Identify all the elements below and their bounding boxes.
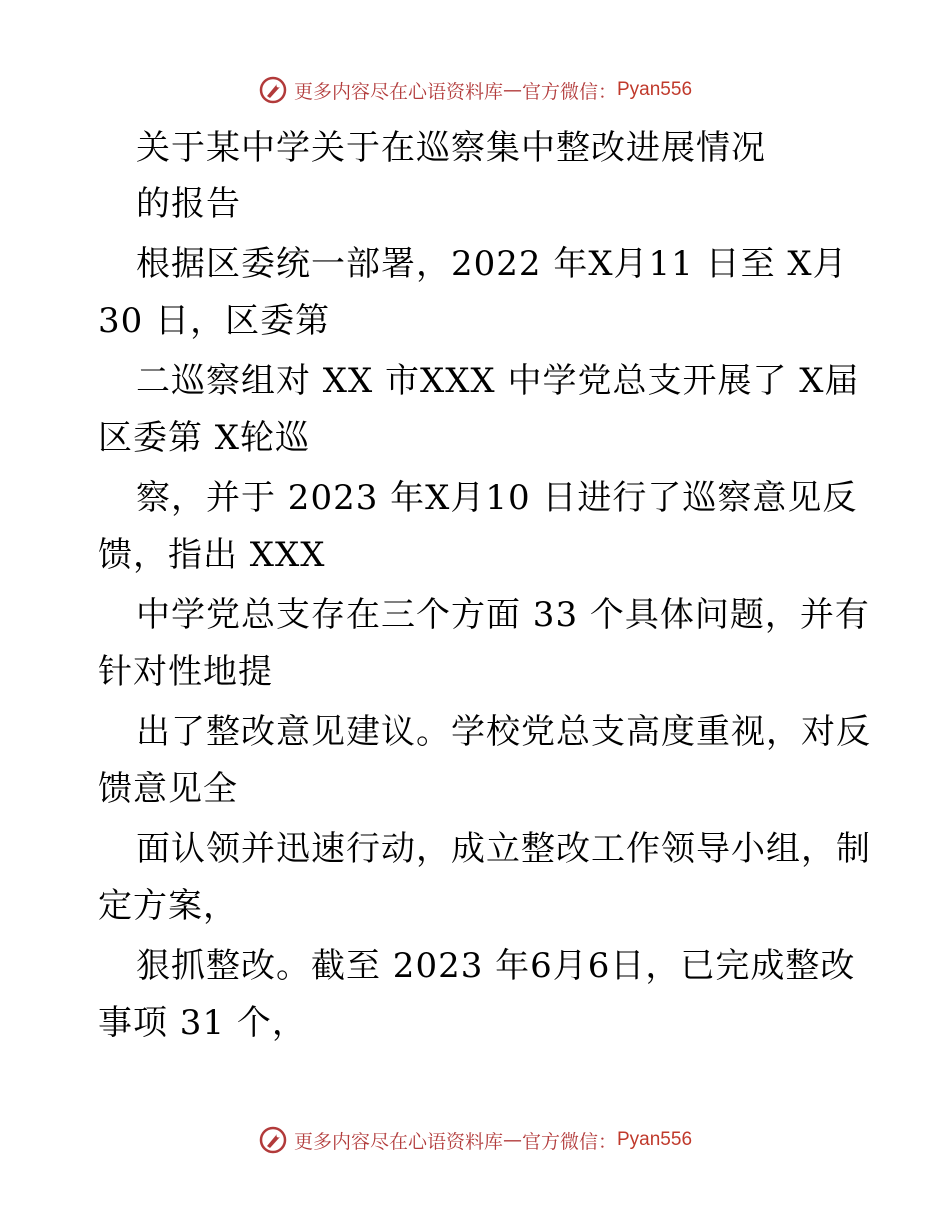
paragraph-line: 事项 31 个， bbox=[98, 1003, 307, 1043]
paragraph-line: 定方案， bbox=[98, 886, 238, 926]
header-banner bbox=[0, 70, 950, 110]
pen-nib-logo-icon bbox=[258, 75, 288, 105]
paragraph-line: 区委第 X轮巡 bbox=[98, 418, 311, 458]
paragraph-line: 狠抓整改。截至 2023 年6月6日，已完成整改 bbox=[136, 946, 856, 986]
title-line-1: 关于某中学关于在巡察集中整改进展情况 bbox=[136, 128, 766, 168]
paragraph-line: 中学党总支存在三个方面 33 个具体问题，并有 bbox=[136, 595, 870, 635]
title-line-2: 的报告 bbox=[136, 184, 241, 224]
banner-dash: — bbox=[502, 79, 522, 101]
paragraph-line: 察，并于 2023 年X月10 日进行了巡察意见反 bbox=[136, 478, 858, 518]
banner-text: 更多内容尽在心语资料库 bbox=[293, 80, 503, 103]
paragraph-line: 馈，指出 XXX bbox=[98, 535, 326, 575]
banner-wechat-id: Pyan556 bbox=[617, 1129, 693, 1150]
banner-dash: — bbox=[502, 1129, 522, 1151]
paragraph-line: 馈意见全 bbox=[98, 769, 238, 809]
pen-nib-logo-icon bbox=[258, 1125, 288, 1155]
banner-wechat-label: 官方微信： bbox=[521, 1130, 617, 1153]
banner-wechat-id: Pyan556 bbox=[617, 79, 693, 100]
paragraph-line: 面认领并迅速行动，成立整改工作领导小组，制 bbox=[136, 829, 871, 869]
paragraph-line: 30 日，区委第 bbox=[98, 301, 331, 341]
banner-wechat-label: 官方微信： bbox=[521, 80, 617, 103]
paragraph-line: 二巡察组对 XX 市XXX 中学党总支开展了 X届 bbox=[136, 361, 860, 401]
paragraph-line: 出了整改意见建议。学校党总支高度重视，对反 bbox=[136, 712, 871, 752]
paragraph-line: 针对性地提 bbox=[98, 652, 273, 692]
banner-text: 更多内容尽在心语资料库 bbox=[293, 1130, 503, 1153]
footer-banner bbox=[0, 1120, 950, 1160]
paragraph-line: 根据区委统一部署，2022 年X月11 日至 X月 bbox=[136, 244, 848, 284]
